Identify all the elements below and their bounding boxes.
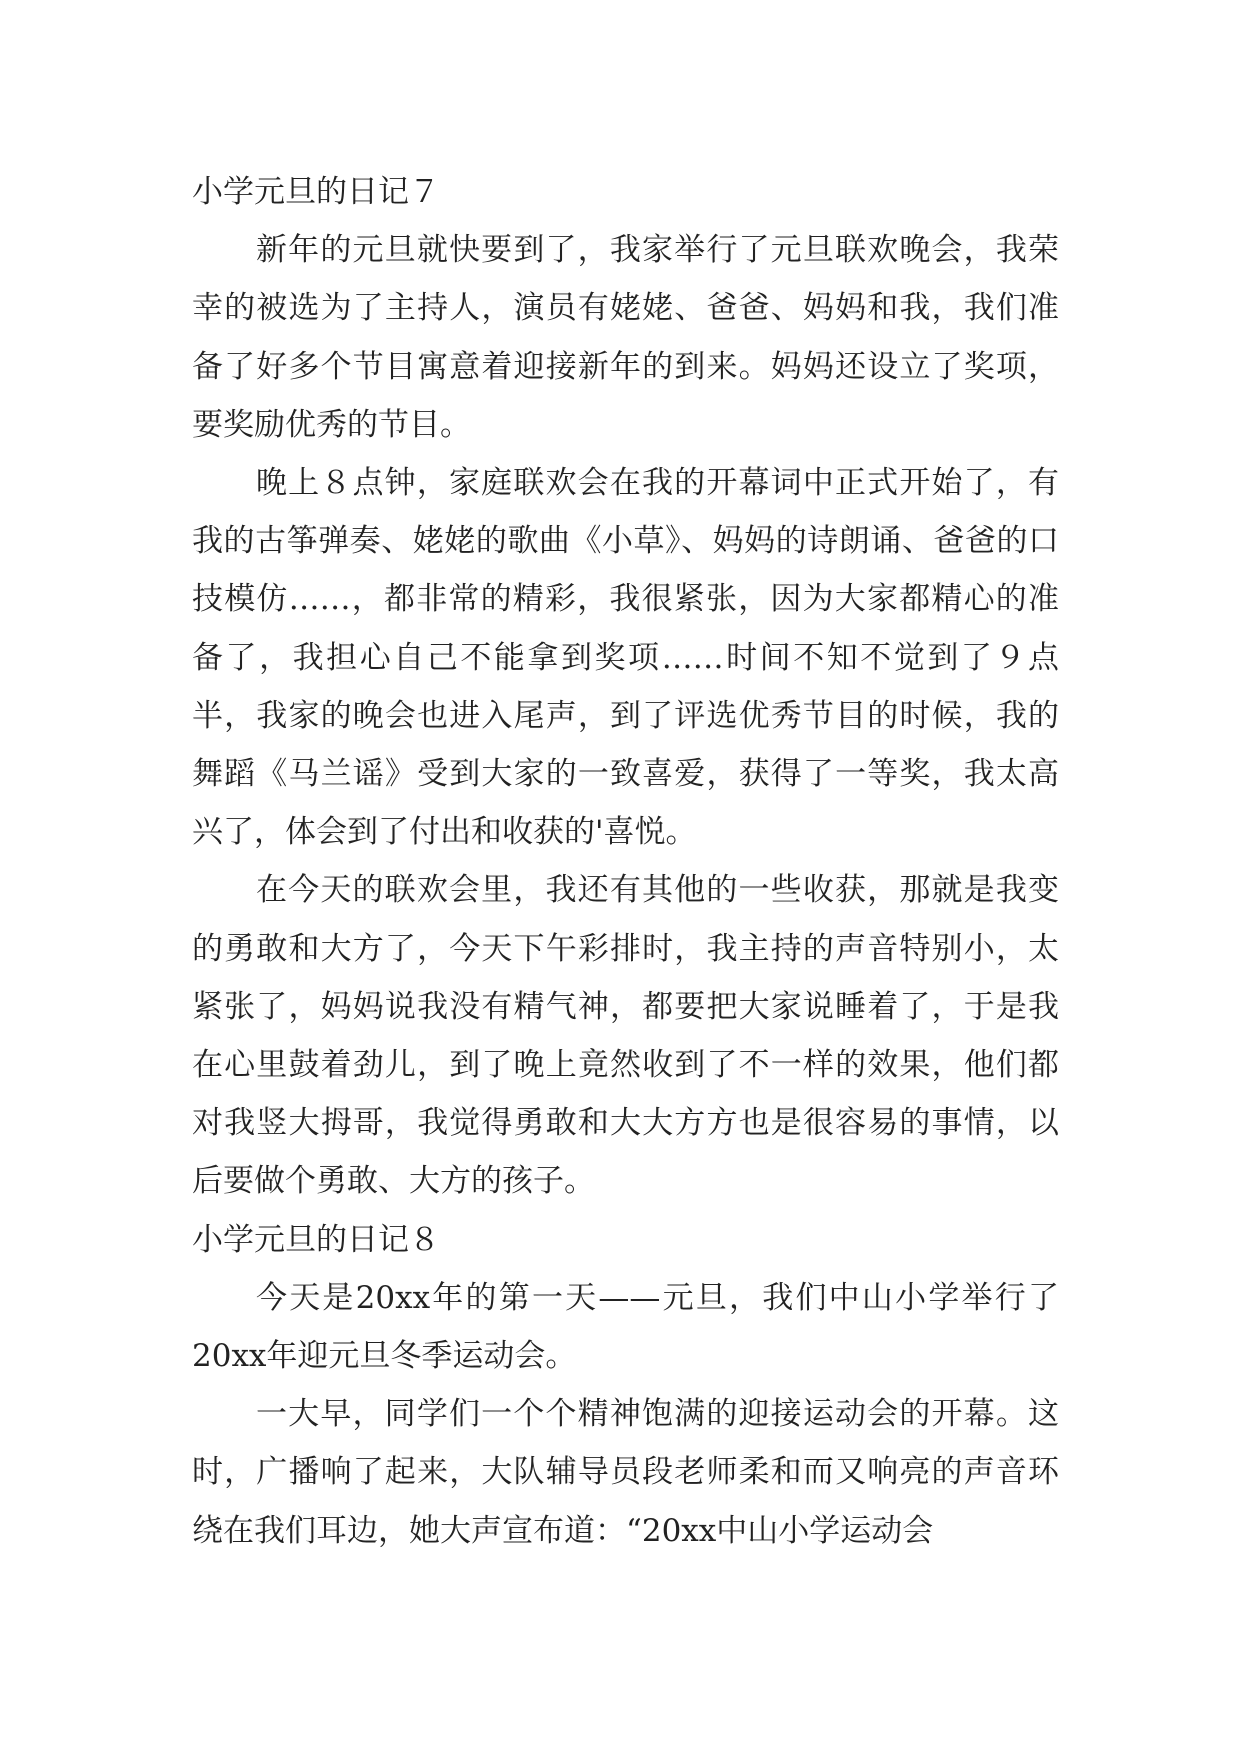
paragraph: 晚上８点钟，家庭联欢会在我的开幕词中正式开始了，有我的古筝弹奏、姥姥的歌曲《小草》、妈妈的诗朗诵、爸爸的口技模仿……，都非常的精彩，我很紧张，因为大家都精心的准备了，我担心自己不能拿到奖项……时间不知不觉到了９点半，我家的晚会也进入尾声，到了评选优秀节目的时候，我的舞蹈《马兰谣》受到大家的一致喜爱，获得了一等奖，我太高兴了，体会到了付出和收获的'喜悦。: [192, 465, 1059, 851]
diary-section-7: [192, 163, 1059, 1211]
paragraph: 一大早，同学们一个个精神饱满的迎接运动会的开幕。这时，广播响了起来，大队辅导员段老师柔和而又响亮的声音环绕在我们耳边，她大声宣布道：“20xx中山小学运动会: [192, 1396, 1059, 1549]
diary-section-8: [192, 1211, 1059, 1560]
section-title: 小学元旦的日记７: [192, 174, 440, 210]
paragraph: 今天是20xx年的第一天——元旦，我们中山小学举行了20xx年迎元旦冬季运动会。: [192, 1279, 1059, 1375]
paragraph: 在今天的联欢会里，我还有其他的一些收获，那就是我变的勇敢和大方了，今天下午彩排时，我主持的声音特别小，太紧张了，妈妈说我没有精气神，都要把大家说睡着了，于是我在心里鼓着劲儿，到了晚上竟然收到了不一样的效果，他们都对我竖大拇哥，我觉得勇敢和大大方方也是很容易的事情，以后要做个勇敢、大方的孩子。: [192, 872, 1059, 1200]
document-body: [192, 163, 1059, 1560]
paragraph: 新年的元旦就快要到了，我家举行了元旦联欢晚会，我荣幸的被选为了主持人，演员有姥姥、爸爸、妈妈和我，我们准备了好多个节目寓意着迎接新年的到来。妈妈还设立了奖项，要奖励优秀的节目。: [192, 232, 1059, 443]
section-title: 小学元旦的日记８: [192, 1221, 440, 1258]
